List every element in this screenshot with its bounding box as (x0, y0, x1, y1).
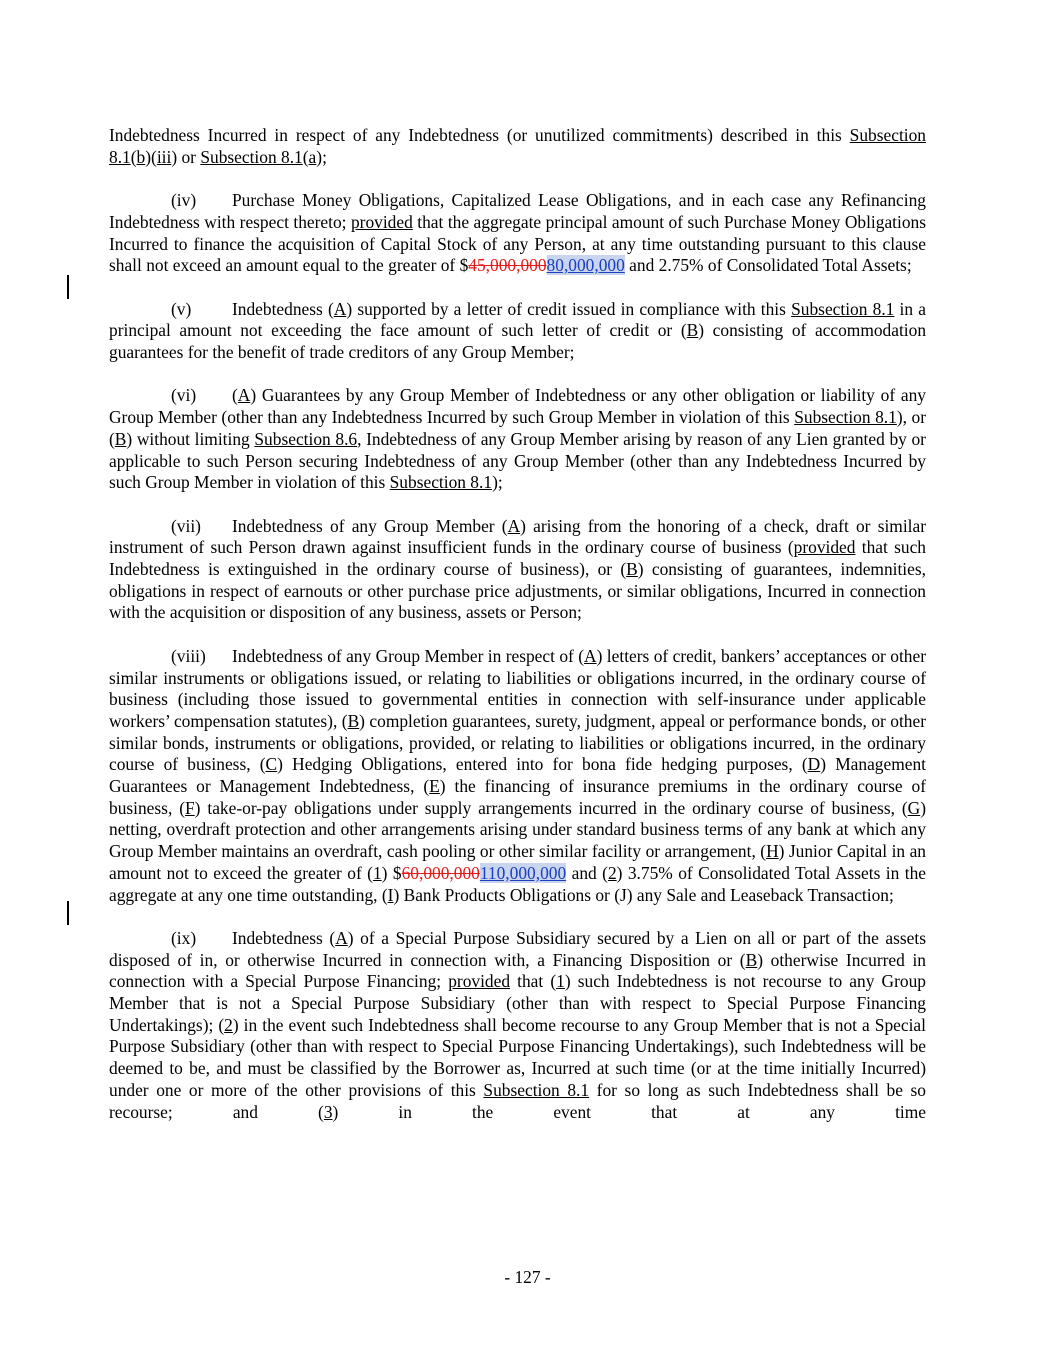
clause-number: (v) (171, 298, 192, 319)
clause-letter: A (333, 298, 347, 319)
paragraph-viii (109, 646, 926, 906)
text: ( (232, 385, 238, 406)
text: Indebtedness ( (232, 927, 336, 948)
text: Indebtedness of any Group Member ( (232, 515, 508, 536)
paragraph-iv (109, 190, 926, 277)
clause-number: (iv) (171, 190, 197, 211)
deleted-amount: 45,000,000 (468, 255, 547, 276)
cross-reference-link[interactable]: Subsection 8.1 (483, 1079, 590, 1100)
clause-number: (vii) (171, 515, 201, 536)
change-bar (67, 275, 69, 299)
text: and 2.75% of Consolidated Total Assets; (624, 255, 912, 276)
text: ) in the event that at any time (332, 1101, 926, 1122)
clause-ref: a (308, 146, 317, 167)
inserted-amount: 110,000,000 (479, 862, 567, 883)
text: ) the financing of insurance premiums in the ordinary course of business, ( (109, 776, 927, 818)
clause-number-ref: 2 (607, 862, 617, 883)
clause-letter: F (185, 797, 195, 818)
clause-number: (vi) (171, 385, 197, 406)
clause-letter: B (745, 949, 758, 970)
text: ) without limiting (126, 428, 255, 449)
cross-reference-link[interactable]: Subsection 8.1 (200, 146, 303, 167)
cross-reference-link[interactable]: Subsection 8.1 (109, 125, 926, 167)
cross-reference-link[interactable]: Subsection 8.6 (254, 428, 358, 449)
clause-ref: iii (156, 146, 172, 167)
clause-letter: C (265, 754, 278, 775)
emphasis-provided: provided (350, 211, 413, 232)
text: for so long as such Indebtedness shall be so recourse; and ( (109, 1079, 926, 1122)
inserted-amount: 80,000,000 (546, 255, 625, 276)
clause-letter: A (335, 927, 348, 948)
text: in a principal amount not exceeding the face amount of such letter of credit or ( (109, 298, 926, 341)
clause-number-ref: 3 (323, 1101, 333, 1122)
text: ) Hedging Obligations, entered into for bona fide hedging purposes, ( (277, 754, 808, 775)
emphasis-provided: provided (448, 971, 511, 992)
clause-letter: B (626, 559, 638, 579)
clause-number: (ix) (171, 927, 197, 948)
text: ) consisting of accommodation guarantees for the benefit of trade creditors of any Group Member; (109, 320, 927, 362)
text: Purchase Money Obligations, Capitalized Lease Obligations, and in each case any Refinancing Indebtedness with respect thereto; (109, 190, 926, 232)
text: that such Indebtedness is extinguished in the ordinary course of business), or ( (109, 537, 926, 579)
clause-letter: E (429, 776, 440, 797)
text: ) letters of credit, bankers’ acceptances or other similar instruments or obligations issued, or relating to liabilities or obligations incurred, in the ordinary course of business (including those issued to governmental entities in connection with self-insurance under applicable workers’ compensation statutes), ( (109, 645, 926, 731)
text: ) Bank Products Obligations or (J) any Sale and Leaseback Transaction; (393, 884, 894, 905)
clause-letter: A (237, 385, 251, 406)
clause-letter: B (347, 710, 360, 731)
text: ) arising from the honoring of a check, draft or similar instrument of such Person drawn against insufficient funds in the ordinary course of business ( (109, 515, 926, 558)
clause-letter: I (387, 884, 394, 905)
emphasis-provided: provided (793, 537, 856, 558)
paragraph-continuation: Indebtedness Incurred in respect of any Indebtedness (or unutilized commitments) described in this Subsection 8.1(b)(iii) or Subsection 8.1(a); (109, 125, 926, 167)
text: ), or ( (109, 407, 926, 449)
clause-letter: G (907, 797, 921, 818)
text: Indebtedness Incurred in respect of any Indebtedness (or unutilized commitments) described in this (109, 125, 850, 145)
document-page (109, 125, 926, 1123)
text: that the aggregate principal amount of such Purchase Money Obligations Incurred to finance the acquisition of Capital Stock of any Person, at any time outstanding pursuant to this clause shall not exceed an amount equal to the greater of $ (109, 211, 926, 276)
text: ) take-or-pay obligations under supply arrangements incurred in the ordinary course of business, ( (194, 797, 908, 818)
deleted-amount: 60,000,000 (401, 862, 480, 883)
text: , Indebtedness of any Group Member arising by reason of any Lien granted by or applicable to such Person securing Indebtedness of any Group Member (other than any Indebtedness Incurred by such Group Member in violation of this (109, 428, 926, 493)
clause-number-ref: 1 (556, 971, 565, 992)
text: ) 3.75% of Consolidated Total Assets in the aggregate at any one time outstanding, ( (109, 862, 926, 905)
paragraph-ix (109, 928, 926, 1123)
clause-letter: B (686, 320, 699, 341)
text: ) of a Special Purpose Subsidiary secured by a Lien on all or part of the assets disposed of in, or otherwise Incurred in connection with, a Financing Disposition or ( (109, 927, 926, 970)
clause-letter: D (807, 754, 821, 775)
text: or (177, 146, 201, 167)
clause-number-ref: 2 (224, 1014, 233, 1035)
text: that ( (510, 971, 557, 992)
text: ) Junior Capital in an amount not to exceed the greater of ( (109, 841, 926, 883)
clause-number: (viii) (171, 645, 206, 666)
page-number: - 127 - (504, 1267, 551, 1287)
paragraph-vii (109, 516, 926, 625)
cross-reference-link[interactable]: Subsection 8.1 (794, 407, 897, 428)
clause-letter: H (766, 841, 779, 862)
text: ) netting, overdraft protection and other arrangements arising under standard business terms of any bank at which any Group Member maintains an overdraft, cash pooling or other similar facility or arrangement, ( (109, 797, 926, 862)
paragraph-v (109, 299, 926, 364)
text: ) such Indebtedness is not recourse to any Group Member that is not a Special Purpose Subsidiary (other than with respect to Special Purpose Financing Undertakings); ( (109, 971, 926, 1035)
text: Indebtedness ( (232, 298, 334, 319)
text: ) $ (381, 862, 402, 883)
text: ) Management Guarantees or Management Indebtedness, ( (109, 754, 926, 797)
text: ) consisting of guarantees, indemnities, obligations in respect of earnouts or other purchase price adjustments, or similar obligations, Incurred in connection with the acquisition or disposition of any business, assets or Person; (109, 559, 926, 623)
text: ) supported by a letter of credit issued in compliance with this (346, 298, 792, 319)
cross-reference-link[interactable]: Subsection 8.1 (389, 472, 493, 493)
clause-ref: b (136, 146, 146, 167)
clause-letter: A (584, 645, 597, 666)
text: ); (492, 472, 503, 493)
cross-reference-link[interactable]: Subsection 8.1 (791, 298, 895, 319)
text: ) Guarantees by any Group Member of Indebtedness or any other obligation or liability of any Group Member (other than any Indebtedness Incurred by such Group Member in violation of this (109, 385, 926, 428)
text: ) otherwise Incurred in connection with a Special Purpose Financing; (109, 949, 926, 992)
clause-letter: B (114, 428, 127, 449)
text: ) completion guarantees, surety, judgment, appeal or performance bonds, or other similar bonds, instruments or obligations, provided, or relating to liabilities or obligations incurred, in the ordinary course of business, ( (109, 710, 926, 775)
clause-letter: A (507, 515, 521, 536)
text: and ( (566, 862, 608, 883)
paragraph-vi (109, 385, 926, 494)
text: ) in the event such Indebtedness shall become recourse to any Group Member that is not a Special Purpose Subsidiary (other than with respect to Special Purpose Financing Undertakings), such Indebtedness will be deemed to be, and must be classified by the Borrower as, Incurred at such time (or at the time initially Incurred) under one or more of the other provisions of this (109, 1014, 926, 1100)
text: ; (322, 146, 327, 167)
text: Indebtedness of any Group Member in respect of ( (232, 645, 585, 666)
change-bar (67, 901, 69, 925)
clause-number-ref: 1 (372, 862, 382, 883)
